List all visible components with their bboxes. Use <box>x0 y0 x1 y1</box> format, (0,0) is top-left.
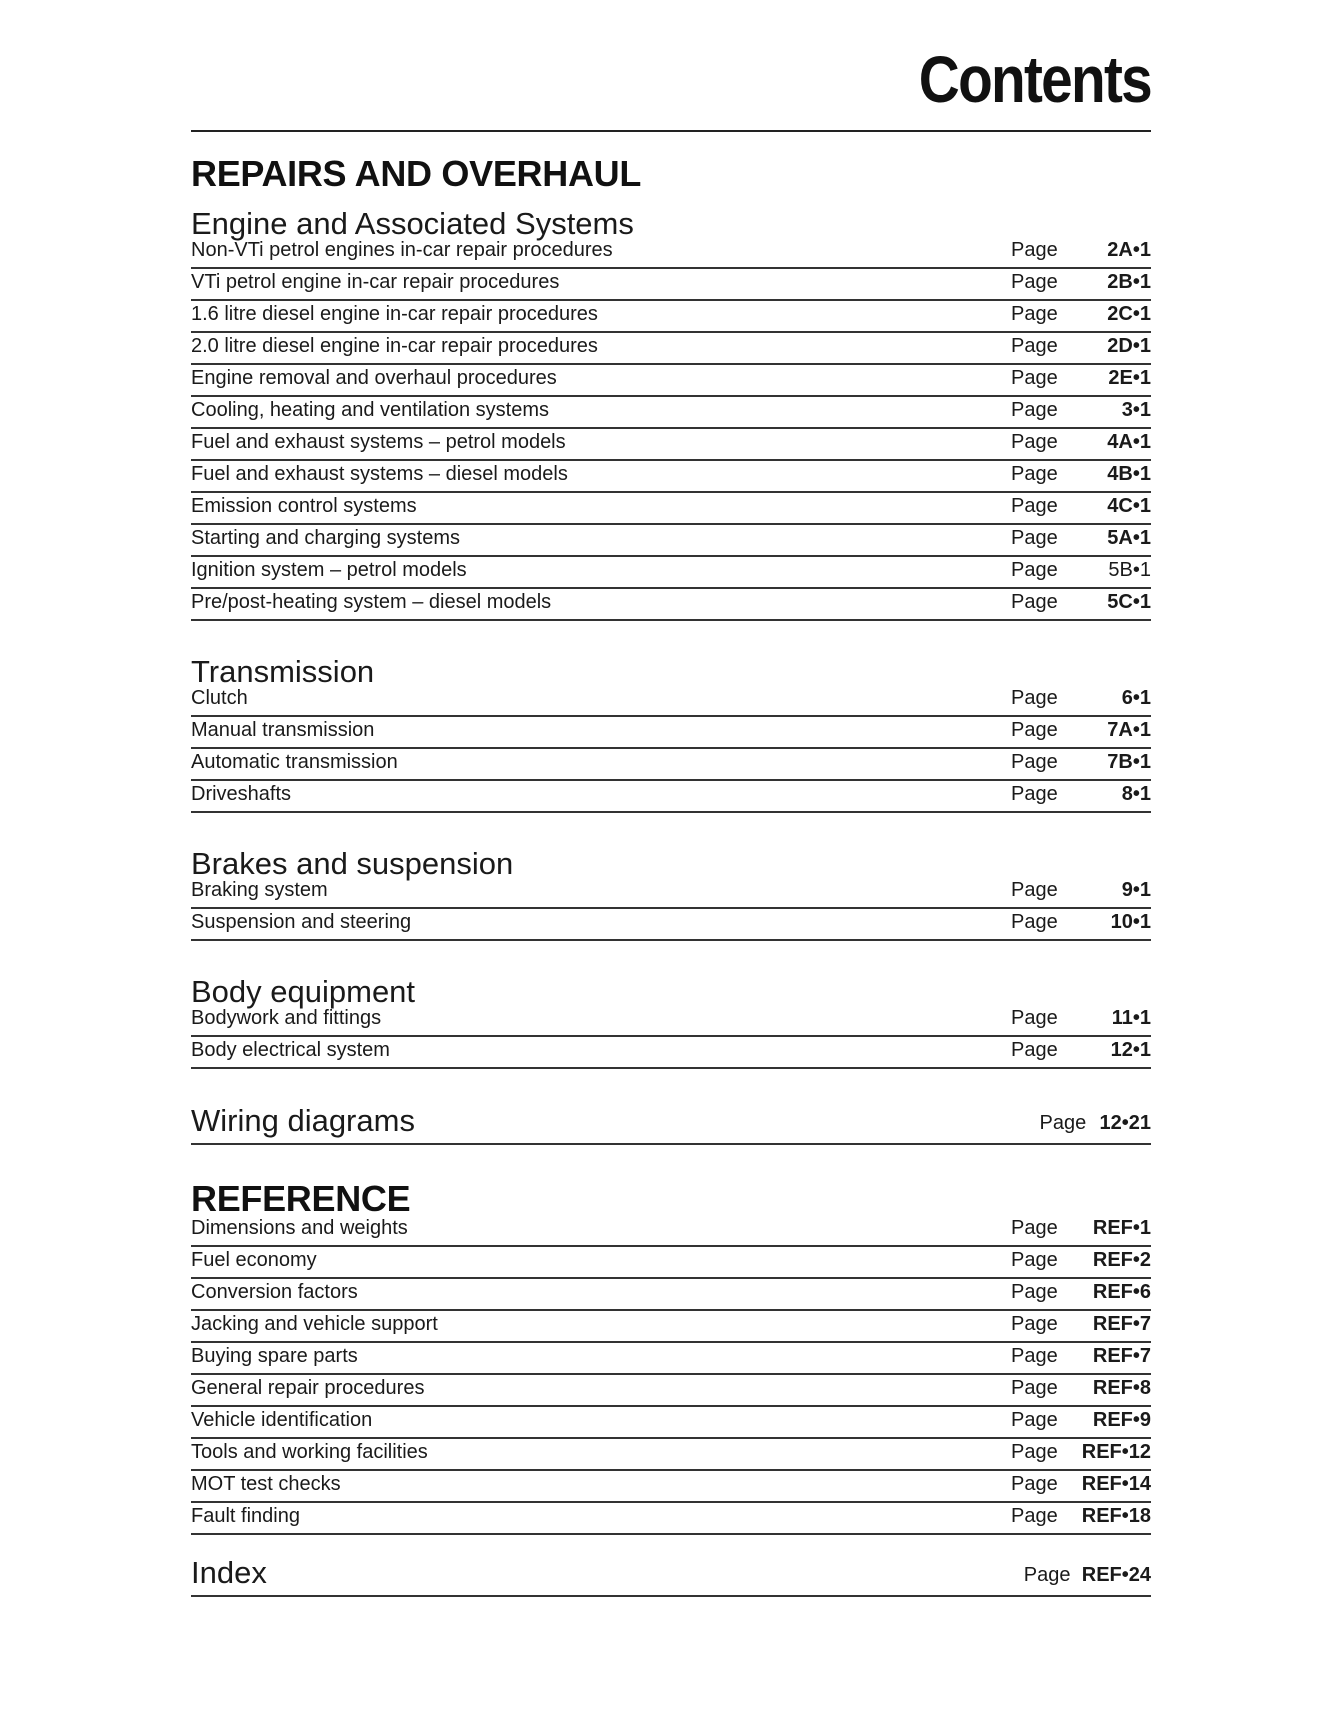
toc-entry-label: General repair procedures <box>191 1377 425 1399</box>
page-word: Page <box>1011 751 1058 773</box>
toc-entry-label: Dimensions and weights <box>191 1217 408 1239</box>
page-word: Page <box>1011 1473 1058 1495</box>
page-word: Page <box>1039 1112 1087 1134</box>
reference-block <box>191 1178 1151 1597</box>
toc-entry-label: 1.6 litre diesel engine in-car repair procedures <box>191 303 598 325</box>
page-word: Page <box>1011 559 1058 581</box>
toc-entry-label: Emission control systems <box>191 495 417 517</box>
page-word: Page <box>1011 1409 1058 1431</box>
toc-entry-label: Fault finding <box>191 1505 300 1527</box>
page-word: Page <box>1011 783 1058 805</box>
toc-entry-page: REF•8 <box>1092 1377 1151 1399</box>
toc-entry-page: REF•7 <box>1092 1313 1151 1335</box>
toc-entry-label: Cooling, heating and ventilation systems <box>191 399 549 421</box>
page-word: Page <box>1011 879 1058 901</box>
toc-entry-page: 8•1 <box>1121 783 1151 805</box>
title-bar <box>191 0 1151 132</box>
index-title: Index <box>191 1555 267 1590</box>
toc-entry-label: Conversion factors <box>191 1281 358 1303</box>
toc-row[interactable] <box>191 589 1151 621</box>
toc-row[interactable] <box>191 397 1151 429</box>
toc-section <box>191 848 1151 941</box>
page-word: Page <box>1011 1249 1058 1271</box>
toc-entry-page: REF•9 <box>1092 1409 1151 1431</box>
toc-entry-page: 9•1 <box>1121 879 1151 901</box>
toc-row[interactable] <box>191 269 1151 301</box>
toc-row[interactable] <box>191 879 1151 909</box>
toc-row[interactable] <box>191 717 1151 749</box>
toc-entry-label: Starting and charging systems <box>191 527 461 549</box>
section-entries <box>191 1007 1151 1069</box>
toc-entry-page: 5B•1 <box>1108 559 1151 581</box>
page-word: Page <box>1011 1441 1058 1463</box>
toc-entry-page: 2A•1 <box>1107 239 1151 261</box>
toc-entry-page: 2C•1 <box>1107 303 1151 325</box>
page-word: Page <box>1011 239 1058 261</box>
page-word: Page <box>1011 719 1058 741</box>
toc-entry-page: 10•1 <box>1110 911 1151 933</box>
toc-entry-label: Pre/post-heating system – diesel models <box>191 591 552 613</box>
toc-entry-label: Ignition system – petrol models <box>191 559 467 581</box>
toc-entry-page: 4B•1 <box>1107 463 1151 485</box>
toc-entry-page: 6•1 <box>1121 687 1151 709</box>
toc-row[interactable] <box>191 1439 1151 1471</box>
toc-entry-page: REF•14 <box>1081 1473 1151 1495</box>
page-word: Page <box>1011 1345 1058 1367</box>
reference-list <box>191 1217 1151 1535</box>
toc-entry-page: 5C•1 <box>1107 591 1151 613</box>
repairs-sections <box>191 208 1151 1069</box>
toc-entry-label: Automatic transmission <box>191 751 398 773</box>
toc-entry-label: Driveshafts <box>191 783 292 805</box>
page-word: Page <box>1011 1039 1058 1061</box>
index-row[interactable] <box>191 1549 1151 1597</box>
toc-row[interactable] <box>191 1503 1151 1535</box>
section-title: Body equipment <box>191 974 416 1009</box>
toc-entry-label: Fuel economy <box>191 1249 317 1271</box>
page-word: Page <box>1011 367 1058 389</box>
toc-row[interactable] <box>191 525 1151 557</box>
toc-row[interactable] <box>191 781 1151 813</box>
toc-row[interactable] <box>191 1279 1151 1311</box>
page-word: Page <box>1011 687 1058 709</box>
page-title: Contents <box>918 42 1151 116</box>
page-word: Page <box>1011 431 1058 453</box>
toc-entry-page: 2E•1 <box>1108 367 1151 389</box>
toc-entry-label: Engine removal and overhaul procedures <box>191 367 557 389</box>
toc-row[interactable] <box>191 1343 1151 1375</box>
section-entries <box>191 687 1151 813</box>
contents-page <box>191 0 1151 1597</box>
page-word: Page <box>1011 911 1058 933</box>
toc-entry-page: REF•6 <box>1092 1281 1151 1303</box>
toc-entry-label: 2.0 litre diesel engine in-car repair procedures <box>191 335 598 357</box>
toc-entry-page: 3•1 <box>1121 399 1151 421</box>
toc-entry-page: REF•18 <box>1081 1505 1151 1527</box>
toc-row[interactable] <box>191 493 1151 525</box>
toc-row[interactable] <box>191 1247 1151 1279</box>
toc-entry-label: Braking system <box>191 879 328 901</box>
page-word: Page <box>1011 271 1058 293</box>
toc-row[interactable] <box>191 1471 1151 1503</box>
section-title: Brakes and suspension <box>191 846 514 881</box>
repairs-heading: REPAIRS AND OVERHAUL <box>191 153 642 194</box>
toc-entry-label: MOT test checks <box>191 1473 341 1495</box>
toc-entry-label: Tools and working facilities <box>191 1441 428 1463</box>
toc-section <box>191 976 1151 1069</box>
toc-entry-label: Vehicle identification <box>191 1409 373 1431</box>
toc-row[interactable] <box>191 365 1151 397</box>
toc-entry-label: Fuel and exhaust systems – diesel models <box>191 463 568 485</box>
page-word: Page <box>1011 1217 1058 1239</box>
index-page: REF•24 <box>1081 1564 1151 1586</box>
toc-entry-label: Fuel and exhaust systems – petrol models <box>191 431 566 453</box>
toc-entry-page: REF•1 <box>1092 1217 1151 1239</box>
toc-row[interactable] <box>191 239 1151 269</box>
toc-row[interactable] <box>191 461 1151 493</box>
toc-entry-label: Jacking and vehicle support <box>191 1313 438 1335</box>
toc-section <box>191 208 1151 621</box>
toc-entry-page: 7A•1 <box>1107 719 1151 741</box>
toc-row[interactable] <box>191 1407 1151 1439</box>
toc-entry-page: 12•1 <box>1110 1039 1151 1061</box>
toc-entry-page: REF•12 <box>1081 1441 1151 1463</box>
toc-row[interactable] <box>191 333 1151 365</box>
toc-row[interactable] <box>191 1037 1151 1069</box>
page-word: Page <box>1011 495 1058 517</box>
toc-row[interactable] <box>191 301 1151 333</box>
page-word: Page <box>1011 1281 1058 1303</box>
toc-entry-label: Manual transmission <box>191 719 375 741</box>
section-title: Engine and Associated Systems <box>191 206 634 241</box>
page-word: Page <box>1023 1564 1071 1586</box>
toc-entry-page: 5A•1 <box>1107 527 1151 549</box>
toc-row[interactable] <box>191 557 1151 589</box>
wiring-diagrams-title: Wiring diagrams <box>191 1103 415 1138</box>
page-word: Page <box>1011 399 1058 421</box>
page-word: Page <box>1011 303 1058 325</box>
toc-row[interactable] <box>191 749 1151 781</box>
section-entries <box>191 879 1151 941</box>
page-word: Page <box>1011 1007 1058 1029</box>
toc-entry-page: 2D•1 <box>1107 335 1151 357</box>
toc-entry-label: Buying spare parts <box>191 1345 358 1367</box>
toc-entry-page: 11•1 <box>1111 1007 1151 1029</box>
toc-entry-page: REF•2 <box>1092 1249 1151 1271</box>
reference-heading: REFERENCE <box>191 1178 411 1219</box>
toc-section <box>191 656 1151 813</box>
toc-row[interactable] <box>191 909 1151 941</box>
page-word: Page <box>1011 1377 1058 1399</box>
toc-row[interactable] <box>191 429 1151 461</box>
section-title: Transmission <box>191 654 375 689</box>
toc-entry-page: REF•7 <box>1092 1345 1151 1367</box>
toc-entry-label: Suspension and steering <box>191 911 412 933</box>
toc-row[interactable] <box>191 687 1151 717</box>
page-word: Page <box>1011 527 1058 549</box>
toc-entry-page: 2B•1 <box>1107 271 1151 293</box>
toc-entry-page: 7B•1 <box>1107 751 1151 773</box>
toc-entry-page: 4C•1 <box>1107 495 1151 517</box>
toc-entry-label: Body electrical system <box>191 1039 390 1061</box>
toc-row[interactable] <box>191 1311 1151 1343</box>
toc-entry-page: 4A•1 <box>1107 431 1151 453</box>
toc-entry-label: Clutch <box>191 687 248 709</box>
toc-row[interactable] <box>191 1007 1151 1037</box>
page-word: Page <box>1011 1505 1058 1527</box>
wiring-diagrams-row[interactable] <box>191 1097 1151 1145</box>
page-word: Page <box>1011 1313 1058 1335</box>
page-word: Page <box>1011 335 1058 357</box>
toc-entry-label: Bodywork and fittings <box>191 1007 382 1029</box>
toc-row[interactable] <box>191 1217 1151 1247</box>
page-word: Page <box>1011 463 1058 485</box>
toc-entry-label: Non-VTi petrol engines in-car repair procedures <box>191 239 613 261</box>
toc-row[interactable] <box>191 1375 1151 1407</box>
page-word: Page <box>1011 591 1058 613</box>
wiring-diagrams-page: 12•21 <box>1099 1112 1151 1134</box>
section-entries <box>191 239 1151 621</box>
toc-entry-label: VTi petrol engine in-car repair procedures <box>191 271 560 293</box>
